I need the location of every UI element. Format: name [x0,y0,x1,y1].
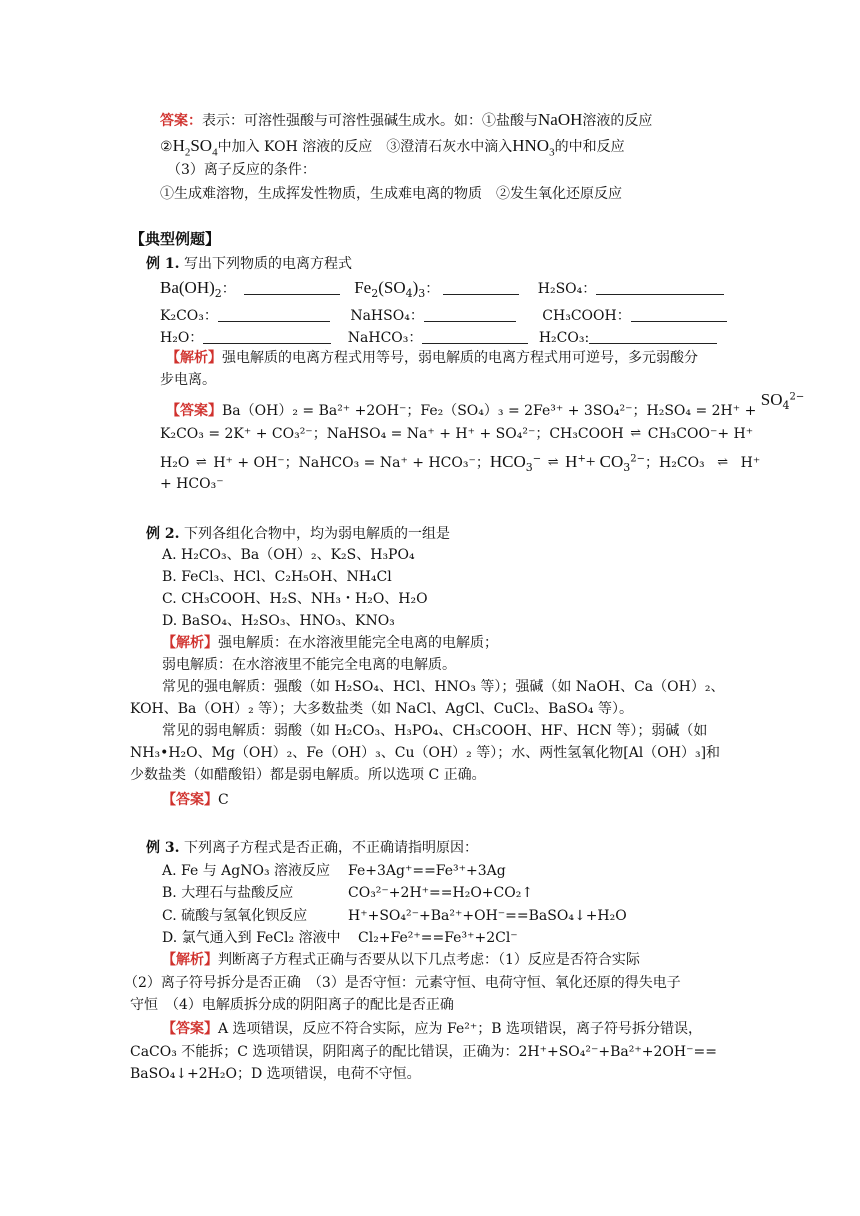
example-2-question: 例 2. 下列各组化合物中，均为弱电解质的一组是 [146,526,450,542]
example-2-analysis-1: 【解析】强电解质：在水溶液里能完全电离的电解质； [162,635,498,651]
example-1-answer-2: K₂CO₃ = 2K⁺ + CO₃²⁻；NaHSO₄ = Na⁺ + H⁺ + SO₄²⁻；CH₃COOH ⇌ CH₃COO⁻+ H⁺ [160,426,754,442]
condition-text: ①生成难溶物，生成挥发性物质，生成难电离的物质 ②发生氧化还原反应 [160,186,622,202]
example-2-analysis-3: 常见的强电解质：强酸（如 H₂SO₄、HCl、HNO₃ 等）；强碱（如 NaOH、Ca（OH）₂、 [162,679,725,695]
example-2-option-d: D. BaSO₄、H₂SO₃、HNO₃、KNO₃ [162,613,395,629]
example-1-question: 例 1. 写出下列物质的电离方程式 [146,256,352,272]
answer-line-2: $②H_2SO_4$中加入 KOH 溶液的反应 ③澄清石灰水中滴入$HNO_3$的中和反应 [160,136,625,159]
example-3-option-a: A. Fe 与 AgNO₃ 溶液反应 Fe+3Ag⁺==Fe³⁺+3Ag [162,863,506,879]
example-2-analysis-5: 常见的弱电解质：弱酸（如 H₂CO₃、H₃PO₄、CH₃COOH、HF、HCN 等）；弱碱（如 [162,723,708,739]
example-3-answer-2: CaCO₃ 不能拆；C 选项错误，阴阳离子的配比错误，正确为：2H⁺+SO₄²⁻+Ba²⁺+2OH⁻== [130,1044,717,1060]
example-1-analysis-2: 步电离。 [160,372,216,388]
example-3-analysis-3: 守恒 （4）电解质拆分成的阴阳离子的配比是否正确 [130,997,454,1013]
example-3-option-d: D. 氯气通入到 FeCl₂ 溶液中 Cl₂+Fe²⁺==Fe³⁺+2Cl⁻ [162,930,518,946]
example-2-option-a: A. H₂CO₃、Ba（OH）₂、K₂S、H₃PO₄ [162,547,415,563]
example-1-analysis-1: 【解析】强电解质的电离方程式用等号，弱电解质的电离方程式用可逆号，多元弱酸分 [166,350,698,366]
example-2-analysis-4: KOH、Ba（OH）₂ 等）；大多数盐类（如 NaCl、AgCl、CuCl₂、BaSO₄ 等）。 [130,701,633,717]
example-3-answer-3: BaSO₄↓+2H₂O；D 选项错误，电荷不守恒。 [130,1066,421,1082]
example-2-answer: 【答案】C [162,792,229,808]
example-3-answer-1: 【答案】A 选项错误，反应不符合实际，应为 Fe²⁺；B 选项错误，离子符号拆分错误， [162,1021,702,1037]
answer-line-1: 答案：表示：可溶性强酸与可溶性强碱生成水。如：①盐酸与NaOH溶液的反应 [160,110,653,129]
example-3-option-b: B. 大理石与盐酸反应 CO₃²⁻+2H⁺==H₂O+CO₂↑ [162,885,534,901]
example-3-analysis-2: （2）离子符号拆分是否正确 （3）是否守恒：元素守恒、电荷守恒、氧化还原的得失电子 [124,975,681,991]
example-1-row-1: $Ba(OH)_2$： $Fe_2(SO_4)_3$： H₂SO₄： [160,278,724,299]
example-3-analysis-1: 【解析】判断离子方程式正确与否要从以下几点考虑：（1）反应是否符合实际 [162,952,640,968]
example-2-analysis-6: NH₃•H₂O、Mg（OH）₂、Fe（OH）₃、Cu（OH）₂ 等）；水、两性氢氧化物[Al（OH）₃]和 [130,745,721,761]
example-2-analysis-2: 弱电解质：在水溶液里不能完全电离的电解质。 [162,657,456,673]
section-title: 【典型例题】 [130,230,221,248]
example-3-question: 例 3. 下列离子方程式是否正确，不正确请指明原因： [146,840,478,856]
example-1-answer-3: H₂O ⇌ H⁺ + OH⁻；NaHCO₃ = Na⁺ + HCO₃⁻；$HCO_3^-$ ⇌ $H^++ CO_3^{2-}$；H₂CO₃ ⇌ H⁺ [160,452,761,474]
condition-title: （3）离子反应的条件： [167,162,316,178]
h2so4-formula: $H_2SO_4$ [172,136,218,159]
example-1-answer-1: 【答案】Ba（OH）₂ = Ba²⁺ +2OH⁻；Fe₂（SO₄）₃ = 2Fe³⁺ + 3SO₄²⁻；$H_2SO_4 = 2H^+ + SO_4^{2-}$ [166,390,805,419]
example-2-option-b: B. FeCl₃、HCl、C₂H₅OH、NH₄Cl [162,569,392,585]
example-3-option-c: C. 硫酸与氢氧化钡反应 H⁺+SO₄²⁻+Ba²⁺+OH⁻==BaSO₄↓+H₂O [162,908,627,924]
answer-label: 答案： [160,113,202,129]
example-1-answer-4: + HCO₃⁻ [160,476,224,492]
example-2-option-c: C. CH₃COOH、H₂S、NH₃・H₂O、H₂O [162,591,428,607]
example-2-analysis-7: 少数盐类（如醋酸铅）都是弱电解质。所以选项 C 正确。 [130,767,486,783]
hno3-formula: $HNO_3$ [512,136,555,159]
example-1-row-3: H₂O： NaHCO₃： H₂CO₃: [160,328,717,348]
example-1-row-2: K₂CO₃： NaHSO₄： CH₃COOH： [160,306,727,326]
naoh-formula: NaOH [538,110,583,129]
